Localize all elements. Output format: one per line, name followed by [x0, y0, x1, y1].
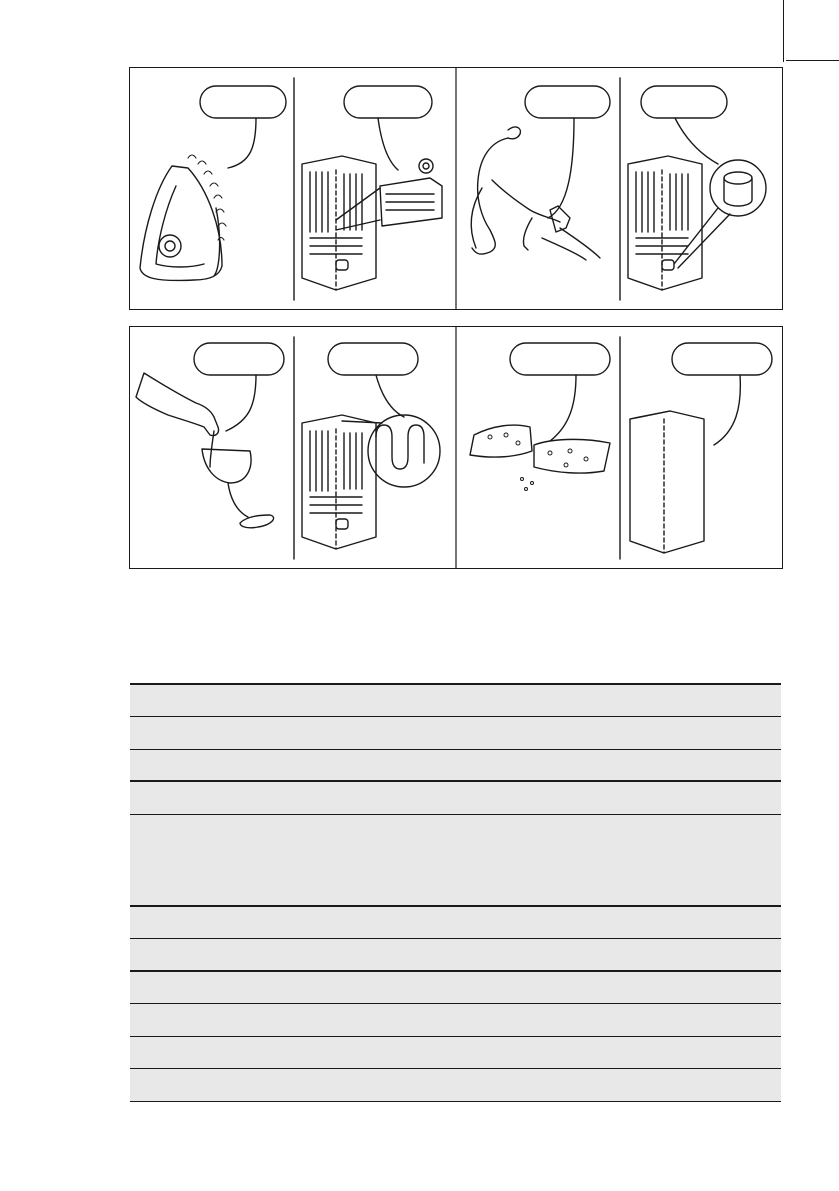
table-row: [130, 1037, 781, 1069]
bubble-tail: [226, 375, 256, 431]
speech-bubble: [510, 343, 610, 375]
info-table: [130, 683, 781, 1102]
bubble-tail: [675, 118, 718, 164]
crop-mark-top: [783, 0, 784, 62]
speech-bubble: [641, 86, 727, 118]
bubble-tail: [376, 375, 404, 417]
bubble-tail: [548, 118, 574, 218]
speech-bubble: [194, 343, 284, 375]
bubble-tail: [550, 375, 576, 441]
speech-bubble: [200, 86, 286, 118]
steam-iron-icon: [140, 155, 226, 281]
illustration-bottom-svg: [130, 327, 782, 568]
cracker-breaking-icon: [470, 425, 610, 490]
speech-bubble: [344, 86, 432, 118]
table-row: [130, 972, 781, 1004]
fridge-compressor-icon: [628, 156, 766, 290]
illustration-frame-top: [129, 67, 783, 310]
crop-mark-right: [786, 60, 839, 61]
fridge-cabinet-icon: [630, 411, 704, 553]
bubble-tail: [378, 118, 398, 170]
illustration-top-svg: [130, 68, 782, 309]
speech-bubble: [672, 343, 772, 375]
table-row: [130, 815, 781, 907]
table-row: [130, 685, 781, 717]
illustration-frame-bottom: [129, 326, 783, 569]
table-row: [130, 939, 781, 972]
table-row: [130, 1069, 781, 1102]
table-row: [130, 782, 781, 815]
fridge-coil-icon: [302, 415, 440, 549]
table-row: [130, 750, 781, 782]
fridge-condenser-pipe-icon: [302, 156, 442, 290]
speech-bubble: [328, 343, 418, 375]
table-row: [130, 1004, 781, 1037]
wine-pouring-icon: [136, 373, 274, 528]
table-row: [130, 717, 781, 750]
bubble-tail: [228, 118, 256, 168]
table-row: [130, 907, 781, 939]
bubble-tail: [714, 375, 740, 445]
speech-bubble: [525, 86, 610, 118]
stretching-cat-icon: [471, 127, 600, 260]
